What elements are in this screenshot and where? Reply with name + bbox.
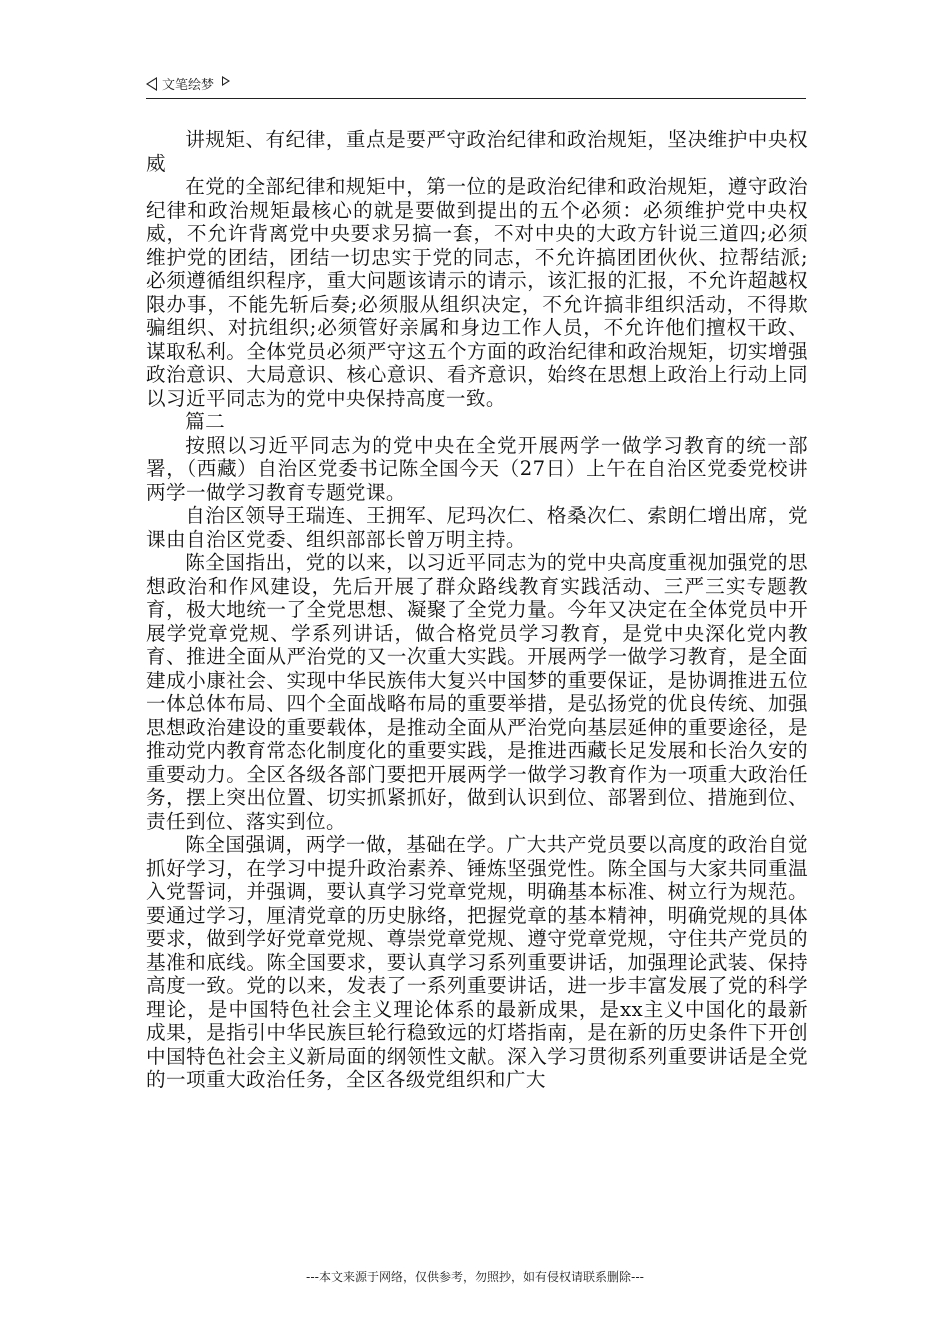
paragraph: 在党的全部纪律和规矩中，第一位的是政治纪律和政治规矩，遵守政治纪律和政治规矩最核心的就是要做到提出的五个必须：必须维护党中央权威，不允许背离党中央要求另搞一套，不对中央的大政方针说三道四;必须维护党的团结，团结一切忠实于党的同志，不允许搞团团伙伙、拉帮结派;必须遵循组织程序，重大问题该请示的请示，该汇报的汇报，不允许超越权限办事，不能先斩后奏;必须服从组织决定，不允许搞非组织活动，不得欺骗组织、对抗组织;必须管好亲属和身边工作人员，不允许他们擅权干政、谋取私利。全体党员必须严守这五个方面的政治纪律和政治规矩，切实增强政治意识、大局意识、核心意识、看齐意识，始终在思想上政治上行动上同以习近平同志为的党中央保持高度一致。 [146, 175, 808, 410]
footer-notice: ---本文来源于网络，仅供参考，勿照抄，如有侵权请联系删除--- [306, 1270, 644, 1284]
brand-text: 文笔绘梦 [162, 78, 215, 93]
triangle-left-icon [146, 77, 157, 91]
header-brand [146, 74, 230, 93]
section-heading: 篇二 [185, 410, 226, 433]
page-header [146, 72, 806, 99]
document-body [146, 128, 808, 1092]
paragraph: 陈全国指出，党的以来，以习近平同志为的党中央高度重视加强党的思想政治和作风建设，先后开展了群众路线教育实践活动、三严三实专题教育，极大地统一了全党思想、凝聚了全党力量。今年又决定在全体党员中开展学党章党规、学系列讲话，做合格党员学习教育，是党中央深化党内教育、推进全面从严治党的又一次重大实践。开展两学一做学习教育，是全面建成小康社会、实现中华民族伟大复兴中国梦的重要保证，是协调推进五位一体总体布局、四个全面战略布局的重要举措，是弘扬党的优良传统、加强思想政治建设的重要载体，是推动全面从严治党向基层延伸的重要途径，是推动党内教育常态化制度化的重要实践，是推进西藏长足发展和长治久安的重要动力。全区各级各部门要把开展两学一做学习教育作为一项重大政治任务，摆上突出位置、切实抓紧抓好，做到认识到位、部署到位、措施到位、责任到位、落实到位。 [146, 551, 808, 833]
paragraph: 讲规矩、有纪律，重点是要严守政治纪律和政治规矩，坚决维护中央权威 [146, 128, 808, 175]
paragraph: 陈全国强调，两学一做，基础在学。广大共产党员要以高度的政治自觉抓好学习，在学习中提升政治素养、锤炼坚强党性。陈全国与大家共同重温入党誓词，并强调，要认真学习党章党规，明确基本标准、树立行为规范。要通过学习，厘清党章的历史脉络，把握党章的基本精神，明确党规的具体要求，做到学好党章党规、尊崇党章党规、遵守党章党规，守住共产党员的基准和底线。陈全国要求，要认真学习系列重要讲话，加强理论武装、保持高度一致。党的以来，发表了一系列重要讲话，进一步丰富发展了党的科学理论，是中国特色社会主义理论体系的最新成果，是xx主义中国化的最新成果，是指引中华民族巨轮行稳致远的灯塔指南，是在新的历史条件下开创中国特色社会主义新局面的纲领性文献。深入学习贯彻系列重要讲话是全党的一项重大政治任务，全区各级党组织和广大 [146, 833, 808, 1091]
paragraph: 按照以习近平同志为的党中央在全党开展两学一做学习教育的统一部署，（西藏）自治区党委书记陈全国今天（27日）上午在自治区党委党校讲两学一做学习教育专题党课。 [146, 433, 808, 504]
triangle-right-icon [222, 76, 230, 86]
paragraph: 自治区领导王瑞连、王拥军、尼玛次仁、格桑次仁、索朗仁增出席，党课由自治区党委、组织部部长曾万明主持。 [146, 504, 808, 551]
